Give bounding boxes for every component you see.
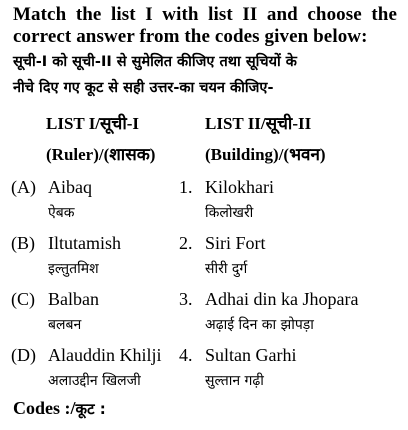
building-name: Sultan Garhi (205, 345, 297, 365)
question-english: Match the list I with list II and choose the correct answer from the codes given below: (13, 4, 397, 47)
question-hindi (13, 49, 401, 101)
building-name: Adhai din ka Jhopara (205, 289, 359, 309)
ruler-name: Balban (48, 289, 99, 309)
building-name-hindi: सुल्तान गढ़ी (205, 373, 264, 389)
ruler-name-hindi: ऐबक (48, 205, 75, 221)
match-row-a (0, 177, 408, 229)
ruler-name: Aibaq (48, 177, 92, 197)
list1-subtitle: (Ruler)/(शासक) (46, 145, 156, 164)
match-row-c (0, 289, 408, 341)
ruler-name-hindi: इल्तुतमिश (48, 261, 99, 277)
list2-title: LIST II/सूची-II (205, 114, 312, 133)
ruler-name-hindi: अलाउद्दीन खिलजी (48, 373, 141, 389)
building-name-hindi: अढ़ाई दिन का झोपड़ा (205, 317, 314, 333)
match-row-b (0, 233, 408, 285)
building-name-hindi: किलोखरी (205, 205, 254, 221)
row-letter: (A) (11, 177, 36, 197)
ruler-name: Alauddin Khilji (48, 345, 162, 365)
row-number: 2. (179, 233, 193, 253)
row-number: 3. (179, 289, 193, 309)
row-number: 4. (179, 345, 193, 365)
question-hindi-line-1: सूची-I को सूची-II से सुमेलित कीजिए तथा सूचियों के (13, 54, 297, 70)
row-letter: (B) (11, 233, 35, 253)
row-letter: (D) (11, 345, 36, 365)
row-number: 1. (179, 177, 193, 197)
match-row-d (0, 345, 408, 397)
question-hindi-line-2: नीचे दिए गए कूट से सही उत्तर-का चयन कीजिए- (13, 80, 274, 96)
building-name-hindi: सीरी दुर्ग (205, 261, 248, 277)
ruler-name: Iltutamish (48, 233, 121, 253)
building-name: Kilokhari (205, 177, 274, 197)
building-name: Siri Fort (205, 233, 266, 253)
row-letter: (C) (11, 289, 35, 309)
codes-label: Codes :/कूट : (13, 398, 106, 418)
list1-title: LIST I/सूची-I (46, 114, 139, 133)
list2-subtitle: (Building)/(भवन) (205, 145, 326, 164)
ruler-name-hindi: बलबन (48, 317, 82, 333)
